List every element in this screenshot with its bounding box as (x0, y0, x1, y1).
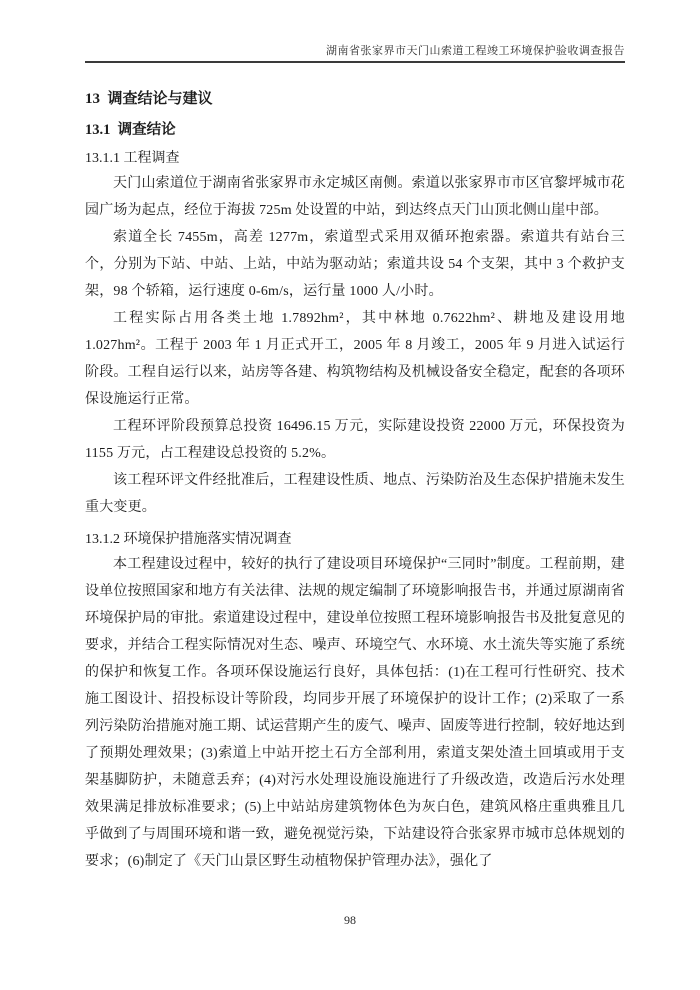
page-header (85, 44, 625, 63)
section-heading-13-1: 13.1 调查结论 (85, 122, 176, 138)
paragraph-no-major-change: 该工程环评文件经批准后，工程建设性质、地点、污染防治及生态保护措施未发生重大变更。 (85, 473, 625, 515)
header-title: 湖南省张家界市天门山索道工程竣工环境保护验收调查报告 (326, 45, 625, 57)
paragraph-land-use: 工程实际占用各类土地 1.7892hm²，其中林地 0.7622hm²、耕地及建设用地 1.027hm²。工程于 2003 年 1 月正式开工，2005 年 8 月竣工，2005 年 9 月进入试运行阶段。工程自运行以来，站房等各建、构筑物结构及机械设备安全稳定，配套的各项环保设施运行正常。 (85, 311, 625, 407)
section-heading-13-1-2: 13.1.2 环境保护措施落实情况调查 (85, 532, 292, 547)
section-heading-13: 13 调查结论与建议 (85, 91, 213, 107)
paragraph-investment: 工程环评阶段预算总投资 16496.15 万元，实际建设投资 22000 万元，环保投资为 1155 万元，占工程建设总投资的 5.2%。 (85, 419, 625, 461)
section-heading-13-1-1: 13.1.1 工程调查 (85, 151, 180, 166)
header-rule (85, 61, 625, 63)
paragraph-specs: 索道全长 7455m，高差 1277m，索道型式采用双循环抱索器。索道共有站台三个，分别为下站、中站、上站，中站为驱动站；索道共设 54 个支架，其中 3 个救护支架，98 个轿箱，运行速度 0-6m/s，运行量 1000 人/小时。 (85, 230, 625, 299)
page-footer (0, 913, 700, 928)
page-number: 98 (344, 913, 356, 927)
paragraph-location: 天门山索道位于湖南省张家界市永定城区南侧。索道以张家界市市区官黎坪城市花园广场为起点，经位于海拔 725m 处设置的中站，到达终点天门山顶北侧山崖中部。 (85, 176, 625, 218)
paragraph-env-measures: 本工程建设过程中，较好的执行了建设项目环境保护“三同时”制度。工程前期，建设单位按照国家和地方有关法律、法规的规定编制了环境影响报告书，并通过原湖南省环境保护局的审批。索道建设过程中，建设单位按照工程环境影响报告书及批复意见的要求，并结合工程实际情况对生态、噪声、环境空气、水环境、水土流失等实施了系统的保护和恢复工作。各项环保设施运行良好，具体包括：(1)在工程可行性研究、技术施工图设计、招投标设计等阶段，均同步开展了环境保护的设计工作；(2)采取了一系列污染防治措施对施工期、试运营期产生的废气、噪声、固废等进行控制，较好地达到了预期处理效果；(3)索道上中站开挖土石方全部利用，索道支架处渣土回填或用于支架基脚防护，未随意丢弃；(4)对污水处理设施设施进行了升级改造，改造后污水处理效果满足排放标准要求；(5)上中站站房建筑物体色为灰白色，建筑风格庄重典雅且几乎做到了与周围环境和谐一致，避免视觉污染，下站建设符合张家界市城市总体规划的要求；(6)制定了《天门山景区野生动植物保护管理办法》，强化了 (85, 557, 625, 869)
